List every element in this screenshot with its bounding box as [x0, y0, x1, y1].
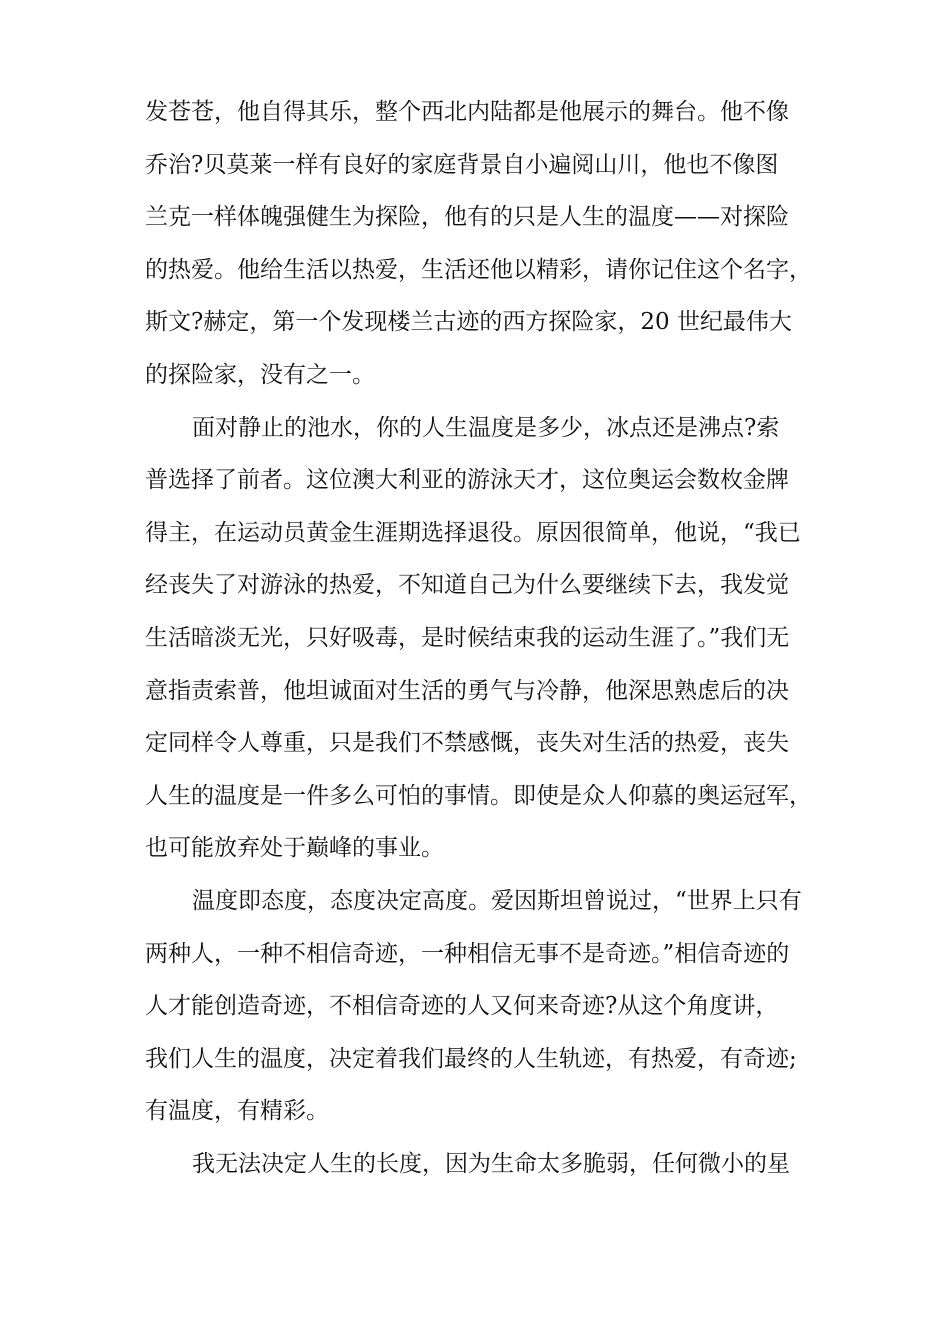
- text-line: 我无法决定人生的长度，因为生命太多脆弱，任何微小的星: [192, 1150, 790, 1177]
- text-line: 兰克一样体魄强健生为探险，他有的只是人生的温度——对探险: [145, 204, 789, 231]
- text-line: 两种人，一种不相信奇迹，一种相信无事不是奇迹。”相信奇迹的: [145, 940, 790, 967]
- text-line: 人才能创造奇迹，不相信奇迹的人又何来奇迹?从这个角度讲，: [145, 993, 779, 1020]
- text-line: 经丧失了对游泳的热爱，不知道自己为什么要继续下去，我发觉: [145, 572, 789, 599]
- text-line: 的探险家，没有之一。: [145, 361, 375, 388]
- body-text: [145, 86, 825, 1190]
- text-line: 普选择了前者。这位澳大利亚的游泳天才，这位奥运会数枚金牌: [145, 467, 789, 494]
- text-line: 面对静止的池水，你的人生温度是多少，冰点还是沸点?索: [192, 414, 780, 441]
- text-line: 斯文?赫定，第一个发现楼兰古迹的西方探险家，20 世纪最伟大: [145, 309, 792, 336]
- text-line: 的热爱。他给生活以热爱，生活还他以精彩，请你记住这个名字，: [145, 256, 812, 283]
- text-line: 生活暗淡无光，只好吸毒，是时候结束我的运动生涯了。”我们无: [145, 624, 790, 651]
- text-line: 乔治?贝莫莱一样有良好的家庭背景自小遍阅山川，他也不像图: [145, 151, 779, 178]
- text-line: 我们人生的温度，决定着我们最终的人生轨迹，有热爱，有奇迹;: [145, 1045, 797, 1072]
- text-line: 意指责索普，他坦诚面对生活的勇气与冷静，他深思熟虑后的决: [145, 677, 789, 704]
- text-line: 人生的温度是一件多么可怕的事情。即使是众人仰慕的奥运冠军，: [145, 782, 812, 809]
- text-line: 有温度，有精彩。: [145, 1098, 329, 1125]
- text-line: 得主，在运动员黄金生涯期选择退役。原因很简单，他说，“我已: [145, 519, 801, 546]
- text-line: 也可能放弃处于巅峰的事业。: [145, 835, 444, 862]
- text-line: 定同样令人尊重，只是我们不禁感慨，丧失对生活的热爱，丧失: [145, 730, 789, 757]
- text-line: 温度即态度，态度决定高度。爱因斯坦曾说过，“世界上只有: [192, 887, 802, 914]
- text-line: 发苍苍，他自得其乐，整个西北内陆都是他展示的舞台。他不像: [145, 99, 789, 125]
